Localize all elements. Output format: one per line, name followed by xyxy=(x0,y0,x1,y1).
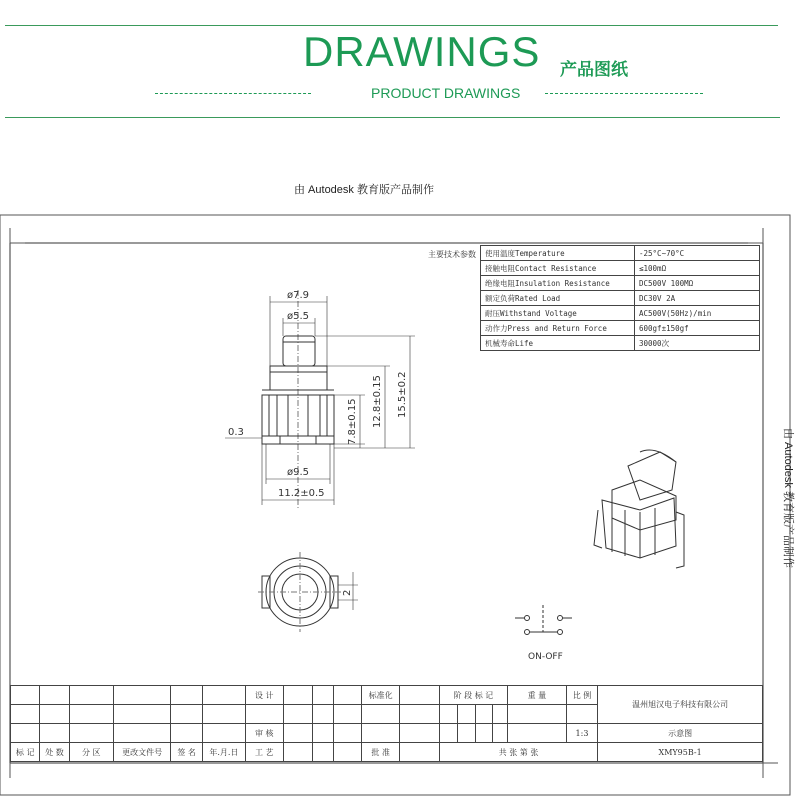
spec-label: 额定负荷Rated Load xyxy=(481,291,635,306)
spec-value: 600gf±150gf xyxy=(635,321,760,336)
dim-d2: ø5.5 xyxy=(287,311,310,322)
autodesk-watermark-top: 由 Autodesk 教育版产品制作 xyxy=(294,184,434,196)
dim-bottom: 2 xyxy=(342,589,353,596)
schematic-label: ON-OFF xyxy=(528,652,563,662)
spec-row xyxy=(481,336,760,351)
page-title: DRAWINGS xyxy=(303,28,541,75)
spec-row xyxy=(481,321,760,336)
spec-row xyxy=(481,276,760,291)
autodesk-watermark-side: 由 Autodesk 教育版产品制作 xyxy=(782,428,794,568)
front-view xyxy=(225,290,415,510)
tb-col-date: 年.月.日 xyxy=(202,743,245,762)
spec-label: 机械寿命Life xyxy=(481,336,635,351)
spec-value: 30000次 xyxy=(635,336,760,351)
isometric-view xyxy=(594,450,684,568)
page-subtitle: PRODUCT DRAWINGS xyxy=(371,85,521,101)
tb-review: 审 核 xyxy=(245,724,283,743)
spec-label: 使用温度Temperature xyxy=(481,246,635,261)
dim-h2: 12.8±0.15 xyxy=(372,375,383,428)
dim-d4: ø9.5 xyxy=(287,467,310,478)
spec-label: 绝缘电阻Insulation Resistance xyxy=(481,276,635,291)
dim-d1: ø7.9 xyxy=(287,290,310,301)
spec-label: 动作力Press and Return Force xyxy=(481,321,635,336)
spec-table xyxy=(480,245,760,351)
spec-heading: 主要技术参数 xyxy=(428,250,476,259)
spec-value: DC500V 100MΩ xyxy=(635,276,760,291)
spec-row xyxy=(481,306,760,321)
tb-col-count: 处 数 xyxy=(40,743,69,762)
spec-value: AC500V(50Hz)/min xyxy=(635,306,760,321)
tb-col-mark: 标 记 xyxy=(11,743,40,762)
spec-label: 耐压Withstand Voltage xyxy=(481,306,635,321)
dim-h3: 15.5±0.2 xyxy=(397,371,408,418)
tb-drawing-name: 示意图 xyxy=(598,724,763,743)
tb-stage: 阶 段 标 记 xyxy=(439,686,507,705)
dim-d5: 11.2±0.5 xyxy=(278,488,325,499)
spec-value: DC30V 2A xyxy=(635,291,760,306)
tb-scale: 比 例 xyxy=(566,686,597,705)
tb-company: 温州旭汉电子科技有限公司 xyxy=(598,686,763,724)
tb-approve: 批 准 xyxy=(362,743,400,762)
tb-col-doc: 更改文件号 xyxy=(113,743,171,762)
page-title-cn: 产品图纸 xyxy=(560,60,628,79)
spec-label: 接触电阻Contact Resistance xyxy=(481,261,635,276)
tb-standard: 标准化 xyxy=(362,686,400,705)
tb-sheets: 共 张 第 张 xyxy=(439,743,597,762)
spec-row xyxy=(481,246,760,261)
tb-ratio: 1:3 xyxy=(566,724,597,743)
title-block xyxy=(10,685,763,762)
spec-value: ≤100mΩ xyxy=(635,261,760,276)
tb-part-no: XMY95B-1 xyxy=(598,743,763,762)
dim-d3: 0.3 xyxy=(228,427,244,438)
spec-value: -25°C~70°C xyxy=(635,246,760,261)
spec-row xyxy=(481,261,760,276)
spec-row xyxy=(481,291,760,306)
tb-process: 工 艺 xyxy=(245,743,283,762)
tb-col-zone: 分 区 xyxy=(69,743,113,762)
dim-h1: 7.8±0.15 xyxy=(347,398,358,445)
tb-weight: 重 量 xyxy=(508,686,567,705)
tb-col-sign: 签 名 xyxy=(171,743,202,762)
tb-design: 设 计 xyxy=(245,686,283,705)
switch-schematic xyxy=(515,605,572,635)
